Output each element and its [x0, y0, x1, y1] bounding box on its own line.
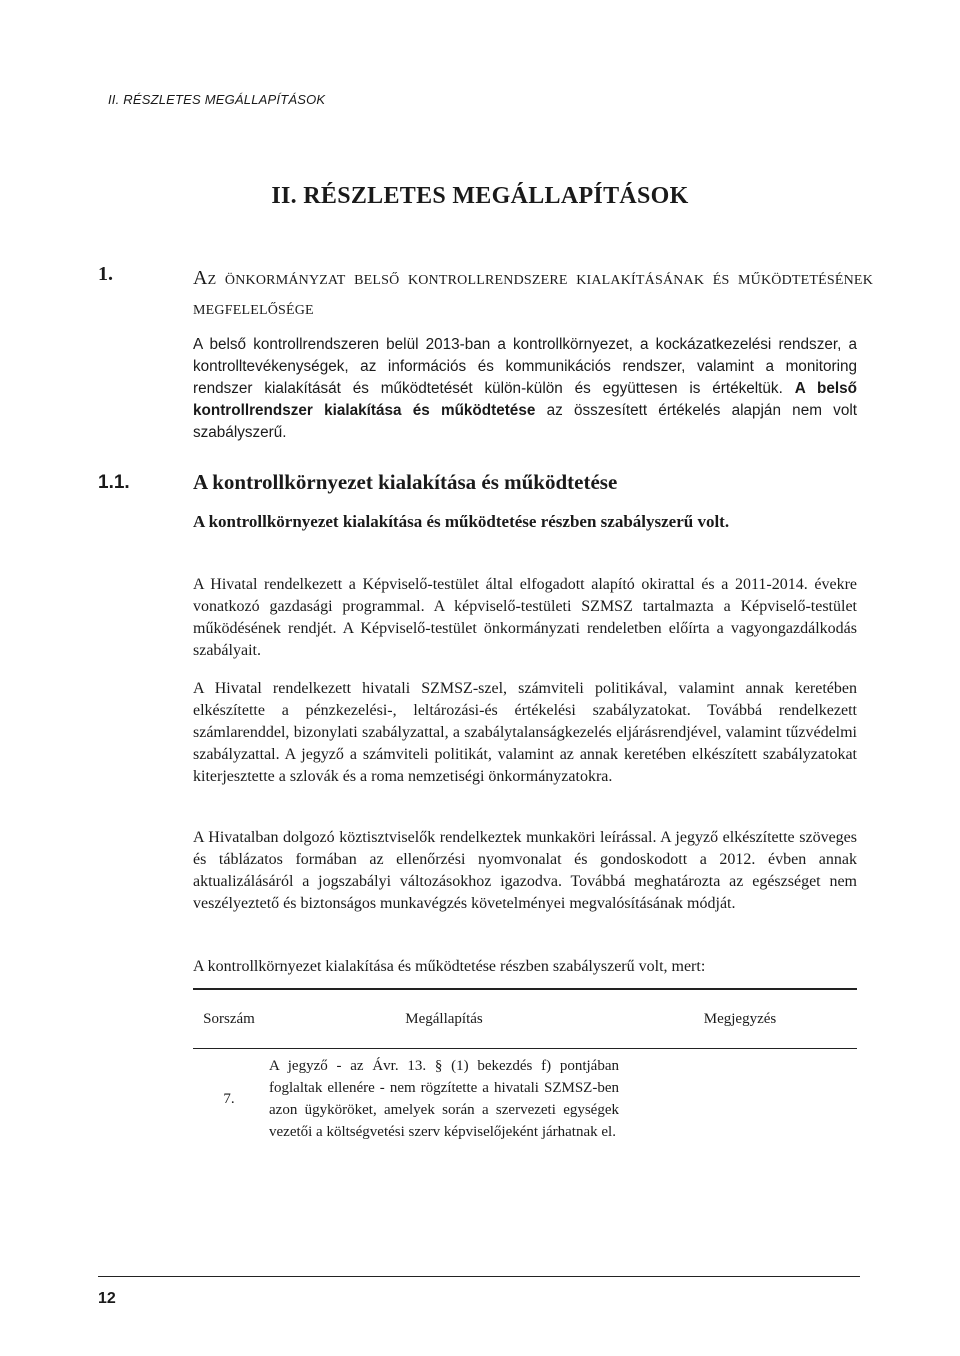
page-number: 12	[98, 1290, 116, 1307]
page-title: II. RÉSZLETES MEGÁLLAPÍTÁSOK	[271, 183, 689, 209]
row-number: 7.	[223, 1090, 235, 1107]
subsection-number: 1.1.	[98, 472, 130, 493]
table-header-row	[193, 989, 857, 1049]
header-note: Megjegyzés	[623, 989, 857, 1049]
header-finding: Megállapítás	[265, 989, 623, 1049]
findings-table	[193, 988, 857, 1149]
table-row	[193, 1049, 857, 1150]
header-serial: Sorszám	[193, 989, 265, 1049]
row-note	[623, 1049, 857, 1150]
paragraph-job-descriptions: A Hivatalban dolgozó köztisztviselők rendelkeztek munkaköri leírással. A jegyző elkészítette szöveges és táblázatos formában az ellenőrzési nyomvonalat és gondoskodott a 2012. évben annak aktualizálásáról a jogszabályi változásokhoz igazodva. Továbbá meghatározta az egészséget nem veszélyeztető és biztonságos munkavégzés követelményei megvalósításának módját.	[193, 829, 857, 912]
section-title: Az önkormányzat belső kontrollrendszere kialakításának és működtetésének megfelelősége	[193, 267, 873, 319]
subsection-title: A kontrollkörnyezet kialakítása és működtetése	[193, 470, 618, 494]
intro-paragraph	[193, 334, 857, 444]
paragraph-founding-documents: A Hivatal rendelkezett a Képviselő-testület által elfogadott alapító okirattal és a 2011-2014. évekre vonatkozó gazdasági programmal. A képviselő-testületi SZMSZ tartalmazta a Képviselő-testület működésének rendjét. A Képviselő-testület önkormányzati rendeletben előírta a vagyongazdálkodás szabályait.	[193, 576, 857, 659]
intro-suffix-text: az összesített értékelés alapján nem volt szabályszerű.	[193, 402, 857, 441]
running-header: II. RÉSZLETES MEGÁLLAPÍTÁSOK	[108, 92, 326, 107]
intro-bold-text: A belső kontrollrendszer kialakítása és működtetése	[193, 380, 858, 419]
section-number: 1.	[98, 263, 113, 285]
conclusion-statement: A kontrollkörnyezet kialakítása és működtetése részben szabályszerű volt.	[193, 512, 730, 531]
paragraph-table-intro: A kontrollkörnyezet kialakítása és működtetése részben szabályszerű volt, mert:	[193, 958, 706, 975]
row-finding: A jegyző - az Ávr. 13. § (1) bekezdés f) pontjában foglaltak ellenére - nem rögzítette a hivatali SZMSZ-ben azon ügyköröket, amelyek során a szervezeti egységek vezetői a költségvetési szerv képviselőjeként járhatnak el.	[269, 1058, 619, 1140]
paragraph-regulations: A Hivatal rendelkezett hivatali SZMSZ-szel, számviteli politikával, valamint annak keretében elkészítette a pénzkezelési-, leltározási-és értékelési szabályzatokat. Továbbá rendelkezett számlarenddel, bizonylati szabályzattal, a szabálytalanságkezelés eljárásrendjével, valamint tűzvédelmi szabályzattal. A jegyző a számviteli politikát, valamint az annak keretében elkészített szabályzatokat kiterjesztette a szlovák és a roma nemzetiségi önkormányzatokra.	[193, 680, 857, 785]
footer-divider	[98, 1276, 860, 1277]
intro-text: A belső kontrollrendszeren belül 2013-ban a kontrollkörnyezet, a kockázatkezelési rendszer, a kontrolltevékenységek, az információs és kommunikációs rendszer, valamint a monitoring rendszer kialakítását és működtetését külön-külön és együttesen is értékeltük.	[193, 336, 857, 397]
